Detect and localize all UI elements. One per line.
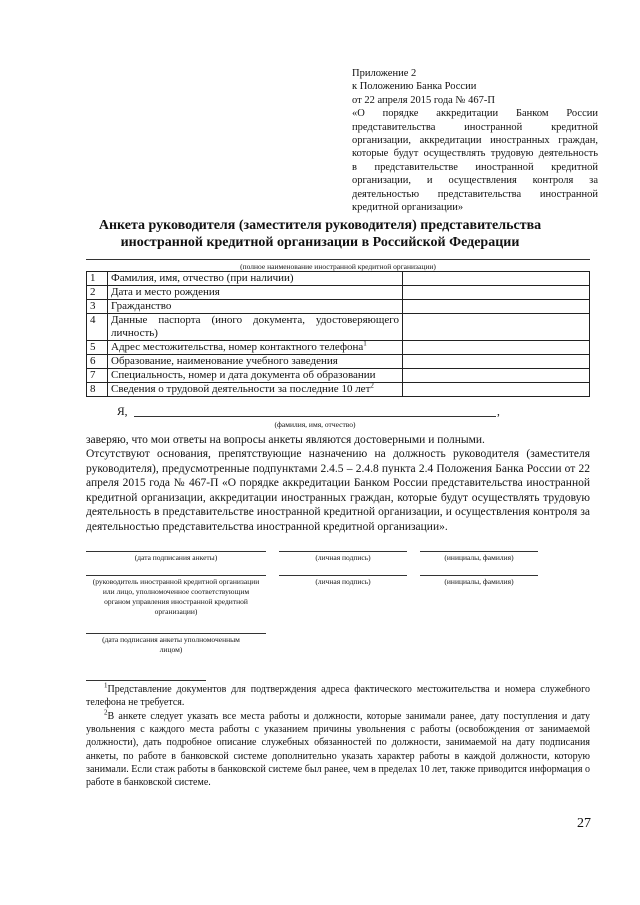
row-label-text: Сведения о трудовой деятельности за последние 10 лет [111, 383, 371, 395]
row-value-cell[interactable] [403, 369, 590, 383]
authorized-person-line[interactable] [86, 575, 266, 576]
org-name-caption: (полное наименование иностранной кредитной организации) [240, 262, 436, 271]
row-label [108, 369, 403, 383]
certify-line: заверяю, что мои ответы на вопросы анкеты являются достоверными и полными. [86, 434, 485, 446]
authorized-date-caption: (дата подписания анкеты уполномоченным лицом) [102, 635, 240, 654]
row-number: 5 [87, 341, 108, 355]
row-number: 3 [87, 300, 108, 314]
row-value-cell[interactable] [403, 300, 590, 314]
full-name-caption: (фамилия, имя, отчество) [274, 420, 356, 429]
footnote-mark: 1 [104, 681, 108, 690]
appendix-quote-line: которые будут осуществлять трудовую деятельность [352, 148, 598, 160]
table-row [87, 369, 590, 383]
row-label [108, 314, 403, 341]
appendix-quote-line: деятельностью представительства иностранной [352, 188, 598, 200]
table-row [87, 383, 590, 397]
appendix-quote-line: «О порядке аккредитации Банком России [352, 108, 598, 120]
footnote-1 [86, 683, 590, 709]
footnote-ref: 1 [363, 339, 367, 348]
table-row [87, 300, 590, 314]
appendix-line: от 22 апреля 2015 года № 467-П [352, 94, 495, 106]
footnote-ref: 2 [370, 381, 374, 390]
row-label [108, 383, 403, 397]
appendix-line: Приложение 2 [352, 68, 417, 79]
ya-label: Я, [117, 406, 128, 418]
appendix-quote-line: представительства иностранной кредитной [352, 121, 598, 133]
document-title [80, 217, 560, 251]
initials-line[interactable] [420, 551, 538, 552]
appendix-quote-line: организации, аккредитации иностранных граждан, [352, 135, 598, 147]
full-name-field[interactable] [134, 416, 496, 417]
appendix-quote-line: организации, и осуществления контроля за [352, 175, 598, 187]
row-label-text: Гражданство [111, 300, 172, 312]
table-row [87, 355, 590, 369]
ya-comma: , [497, 406, 500, 418]
footnote-text: В анкете следует указать все места работы и должности, которые занимали ранее, дату поступления и дату увольнения с каждого места работы с указанием причины увольнения с работы (освобождения от занимаемой должности), дать подробное описание служебных обязанностей по должности, занимаемой на дату подписания анкеты, по работе в банковской системе дополнительно указать характер работы в каждой должности, которую занимали. Если стаж работы в банковской системе был ранее, чем в пределах 10 лет, также приводится информация о работе в банковской системе. [86, 711, 590, 789]
table-row [87, 341, 590, 355]
certify-paragraph: Отсутствуют основания, препятствующие назначению на должность руководителя (заместителя руководителя), предусмотренные подпунктами 2.4.5 – 2.4.8 пункта 2.4 Положения Банка России от 22 апреля 2015 года № 467-П «О порядке аккредитации Банком России представительства иностранной кредитной организации, аккредитации иностранных граждан, которые будут осуществлять трудовую деятельность в представительстве иностранной кредитной организации, и осуществления контроля за деятельностью представительства иностранной кредитной организации». [86, 448, 590, 533]
footnote-2 [86, 710, 590, 789]
signature-line[interactable] [279, 551, 407, 552]
initials-caption: (инициалы, фамилия) [444, 577, 514, 586]
footnote-text: Представление документов для подтверждения адреса фактического местожительства и номера служебного телефона не требуется. [86, 684, 590, 709]
row-number: 2 [87, 286, 108, 300]
signature-line[interactable] [279, 575, 407, 576]
row-number: 8 [87, 383, 108, 397]
row-label-text: Адрес местожительства, номер контактного телефона [111, 341, 364, 353]
authorized-person-caption: (руководитель иностранной кредитной организации или лицо, уполномоченное соответствующим органом управления иностранной кредитной организации) [92, 577, 260, 616]
row-label [108, 272, 403, 286]
row-value-cell[interactable] [403, 383, 590, 397]
questionnaire-table-body [87, 272, 590, 397]
initials-line[interactable] [420, 575, 538, 576]
title-line: иностранной кредитной организации в Российской Федерации [120, 235, 520, 250]
appendix-line: к Положению Банка России [352, 81, 477, 93]
signature-caption: (личная подпись) [315, 553, 371, 562]
row-value-cell[interactable] [403, 341, 590, 355]
page-number: 27 [577, 816, 591, 831]
questionnaire-table [86, 271, 590, 397]
row-label-text: Фамилия, имя, отчество (при наличии) [111, 272, 294, 284]
initials-caption: (инициалы, фамилия) [444, 553, 514, 562]
table-row [87, 314, 590, 341]
authorized-date-line[interactable] [86, 633, 266, 634]
signature-caption: (личная подпись) [315, 577, 371, 586]
row-label [108, 341, 403, 355]
row-number: 1 [87, 272, 108, 286]
row-label-text: Специальность, номер и дата документа об образовании [111, 369, 376, 381]
appendix-header [352, 67, 598, 214]
appendix-quote-line: кредитной организации» [352, 202, 464, 214]
date-signed-line[interactable] [86, 551, 266, 552]
row-value-cell[interactable] [403, 355, 590, 369]
row-label [108, 286, 403, 300]
row-number: 6 [87, 355, 108, 369]
footnote-mark: 2 [104, 708, 108, 717]
title-line: Анкета руководителя (заместителя руководителя) представительства [98, 218, 542, 233]
row-label [108, 355, 403, 369]
row-value-cell[interactable] [403, 314, 590, 341]
row-number: 7 [87, 369, 108, 383]
row-label-text: Дата и место рождения [111, 286, 220, 298]
appendix-quote-line: в представительстве иностранной кредитной [352, 161, 598, 173]
row-value-cell[interactable] [403, 286, 590, 300]
row-value-cell[interactable] [403, 272, 590, 286]
date-signed-caption: (дата подписания анкеты) [134, 553, 218, 562]
row-label-text: Данные паспорта (иного документа, удостоверяющего личность) [111, 314, 399, 339]
org-name-line[interactable] [86, 259, 590, 260]
row-label-text: Образование, наименование учебного заведения [111, 355, 338, 367]
table-row [87, 272, 590, 286]
table-row [87, 286, 590, 300]
row-label [108, 300, 403, 314]
row-number: 4 [87, 314, 108, 341]
